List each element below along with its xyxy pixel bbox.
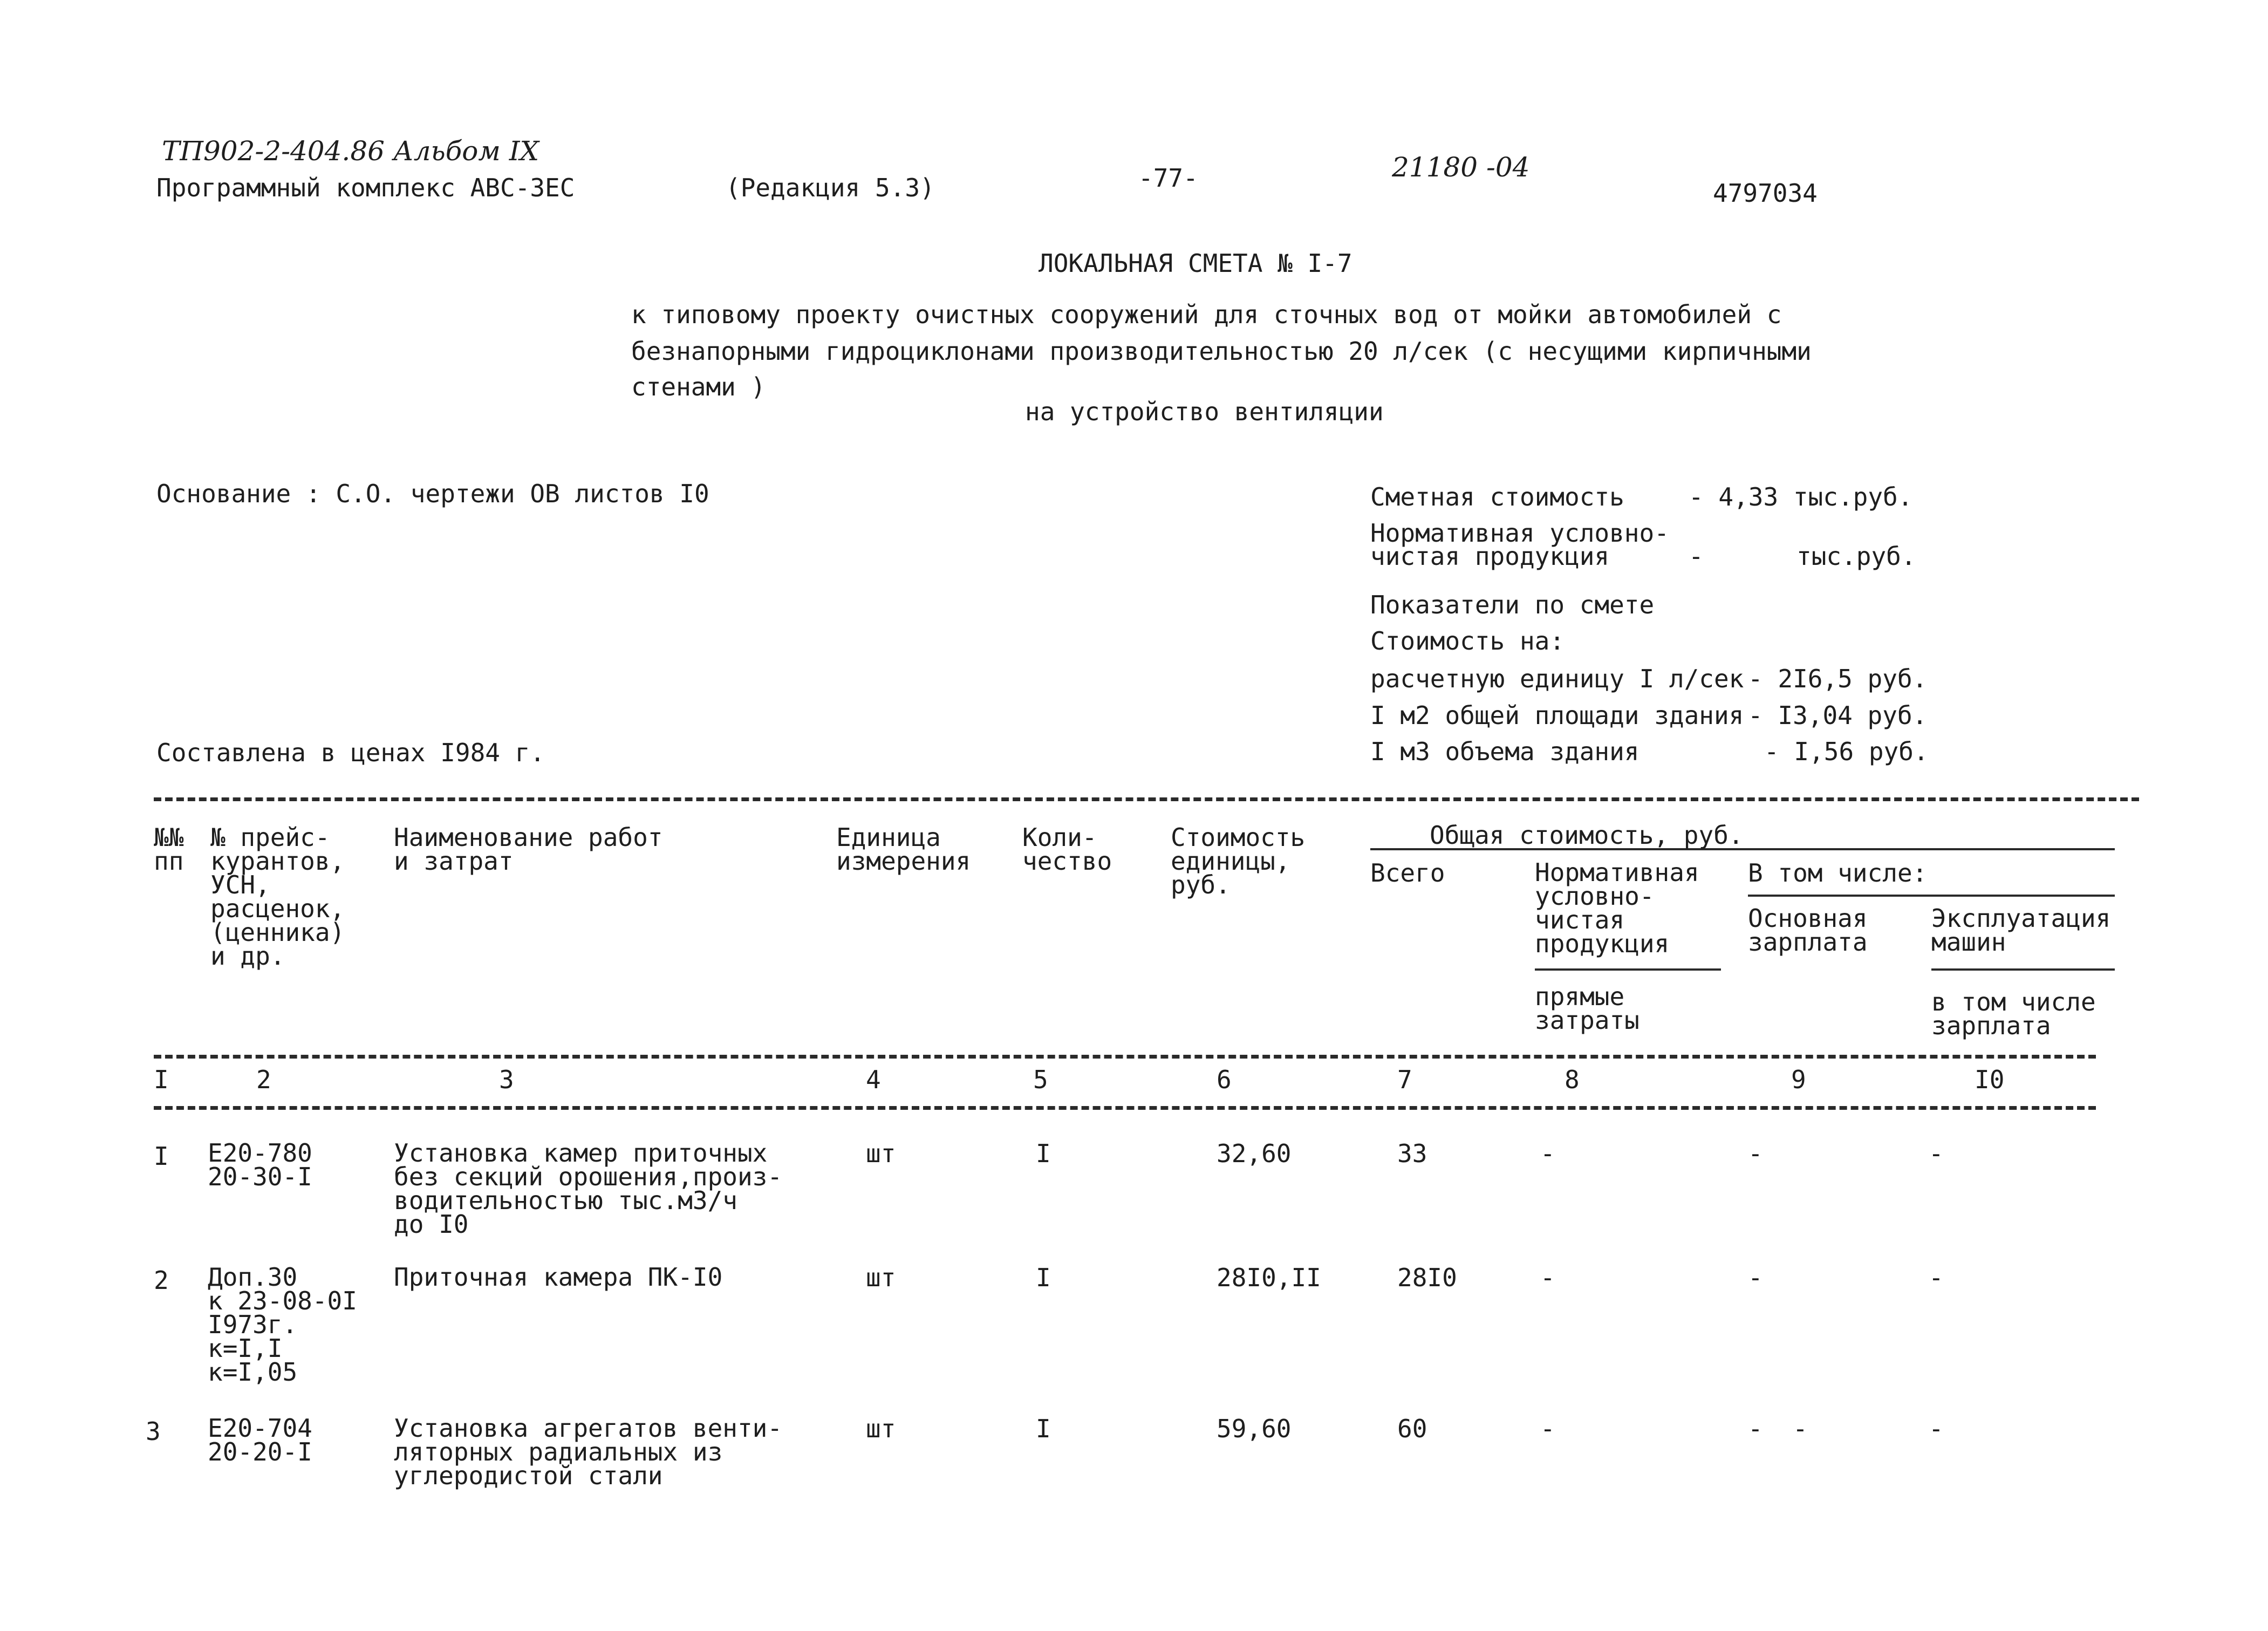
- table-row-2-c8: -: [1540, 1263, 1555, 1292]
- table-row-3-code: Е20-704 20-20-I: [208, 1414, 312, 1466]
- c10-split-rule: [1931, 968, 2115, 971]
- normative-label-1: Нормативная условно-: [1370, 518, 1669, 548]
- table-row-3-total: 60: [1397, 1414, 1427, 1443]
- table-row-3-price: 59,60: [1217, 1414, 1292, 1443]
- per-unit-label: расчетную единицу I л/сек: [1370, 664, 1744, 693]
- estimate-title: ЛОКАЛЬНАЯ СМЕТА № I-7: [1039, 249, 1352, 278]
- table-row-3-name: Установка агрегатов венти- ляторных радиальных из углеродистой стали: [394, 1414, 783, 1490]
- table-row-1-c9: -: [1748, 1139, 1763, 1168]
- col-number-8: 8: [1565, 1065, 1580, 1094]
- per-unit-value: - 2I6,5 руб.: [1748, 664, 1928, 693]
- incl-rule: [1748, 895, 2115, 897]
- cost-value: - 4,33 тыс.руб.: [1689, 482, 1913, 511]
- document-number: 4797034: [1713, 179, 1818, 208]
- table-row-3-c8: -: [1540, 1414, 1555, 1443]
- header-total-group: Общая стоимость, руб.: [1430, 821, 1744, 850]
- header-unit: Единица измерения: [836, 823, 971, 876]
- table-row-2-c9: -: [1748, 1263, 1763, 1292]
- table-top-rule: [154, 797, 2139, 801]
- c8-split-rule: [1535, 968, 1721, 971]
- table-row-2-c10: -: [1929, 1263, 1944, 1292]
- title-line-2: безнапорными гидроциклонами производительностью 20 л/сек (с несущими кирпичными: [631, 337, 1812, 366]
- table-row-2-unit: шт: [866, 1263, 896, 1292]
- table-row-1-c8: -: [1540, 1139, 1555, 1168]
- edition: (Редакция 5.3): [726, 173, 935, 202]
- table-row-2-no: 2: [154, 1266, 169, 1295]
- col-number-4: 4: [866, 1065, 881, 1094]
- table-row-1-price: 32,60: [1217, 1139, 1292, 1168]
- normative-unit: тыс.руб.: [1796, 542, 1916, 571]
- header-work-name: Наименование работ и затрат: [394, 823, 663, 876]
- header-including: В том числе:: [1748, 858, 1928, 888]
- header-machine-operation: Эксплуатация машин: [1931, 904, 2111, 957]
- col-number-3: 3: [499, 1065, 514, 1094]
- header-bottom-rule: [154, 1055, 2096, 1059]
- header-unit-cost: Стоимость единицы, руб.: [1171, 823, 1306, 899]
- table-row-1-name: Установка камер приточных без секций орошения,произ- водительностью тыс.м3/ч до I0: [394, 1138, 783, 1239]
- table-row-2-price: 28I0,II: [1217, 1263, 1321, 1292]
- indicators-heading: Показатели по смете: [1370, 590, 1655, 619]
- col-number-6: 6: [1217, 1065, 1232, 1094]
- per-m2-value: - I3,04 руб.: [1748, 701, 1928, 730]
- header-direct-costs: прямые затраты: [1535, 982, 1639, 1035]
- table-row-3-c10: -: [1929, 1414, 1944, 1443]
- header-quantity: Коли- чество: [1022, 823, 1112, 876]
- table-row-1-code: Е20-780 20-30-I: [208, 1138, 312, 1191]
- table-row-1-no: I: [154, 1142, 169, 1171]
- table-row-2-name: Приточная камера ПК-I0: [394, 1263, 723, 1292]
- table-row-1-qty: I: [1036, 1139, 1051, 1168]
- header-base-salary: Основная зарплата: [1748, 904, 1868, 957]
- normative-label-2: чистая продукция: [1370, 542, 1610, 571]
- header-normative: Нормативная условно- чистая продукция: [1535, 858, 1699, 958]
- col-number-10: I0: [1975, 1065, 2005, 1094]
- col-number-7: 7: [1397, 1065, 1412, 1094]
- col-number-2: 2: [256, 1065, 271, 1094]
- handwritten-note: 21180 -04: [1392, 152, 1530, 183]
- header-number: №№ пп: [154, 823, 184, 876]
- page-number: -77-: [1138, 163, 1198, 193]
- per-m2-label: I м2 общей площади здания: [1370, 701, 1744, 730]
- cost-label: Сметная стоимость: [1370, 482, 1624, 511]
- col-number-9: 9: [1791, 1065, 1806, 1094]
- per-m3-label: I м3 объема здания: [1370, 737, 1639, 766]
- handwritten-album-code: ТП902-2-404.86 Альбом IX: [162, 135, 539, 167]
- header-incl-salary: в том числе зарплата: [1931, 987, 2096, 1040]
- estimate-subject: на устройство вентиляции: [1025, 397, 1384, 426]
- cost-on-label: Стоимость на:: [1370, 626, 1565, 656]
- table-row-3-c9: - -: [1748, 1414, 1808, 1443]
- table-row-2-qty: I: [1036, 1263, 1051, 1292]
- table-row-1-unit: шт: [866, 1139, 896, 1168]
- basis: Основание : С.О. чертежи ОВ листов I0: [156, 479, 709, 508]
- table-row-2-code: Доп.30 к 23-08-0I I973г. к=I,I к=I,05: [208, 1263, 357, 1387]
- program-name: Программный комплекс АВС-3ЕС: [156, 173, 575, 202]
- title-line-1: к типовому проекту очистных сооружений для сточных вод от мойки автомобилей с: [631, 300, 1782, 329]
- table-row-2-total: 28I0: [1397, 1263, 1457, 1292]
- header-price-code: № прейс- курантов, УСН, расценок, (ценника) и др.: [210, 823, 345, 971]
- col-numbers-rule: [154, 1106, 2096, 1110]
- title-line-3: стенами ): [631, 372, 766, 401]
- table-row-1-c10: -: [1929, 1139, 1944, 1168]
- price-base: Составлена в ценах I984 г.: [156, 738, 545, 767]
- col-number-5: 5: [1033, 1065, 1048, 1094]
- normative-dash: -: [1689, 542, 1704, 571]
- table-row-3-unit: шт: [866, 1414, 896, 1443]
- table-row-1-total: 33: [1397, 1139, 1427, 1168]
- per-m3-value: - I,56 руб.: [1764, 737, 1929, 766]
- table-row-3-no: 3: [146, 1417, 161, 1446]
- col-number-1: I: [154, 1065, 169, 1094]
- header-total: Всего: [1370, 858, 1445, 888]
- table-row-3-qty: I: [1036, 1414, 1051, 1443]
